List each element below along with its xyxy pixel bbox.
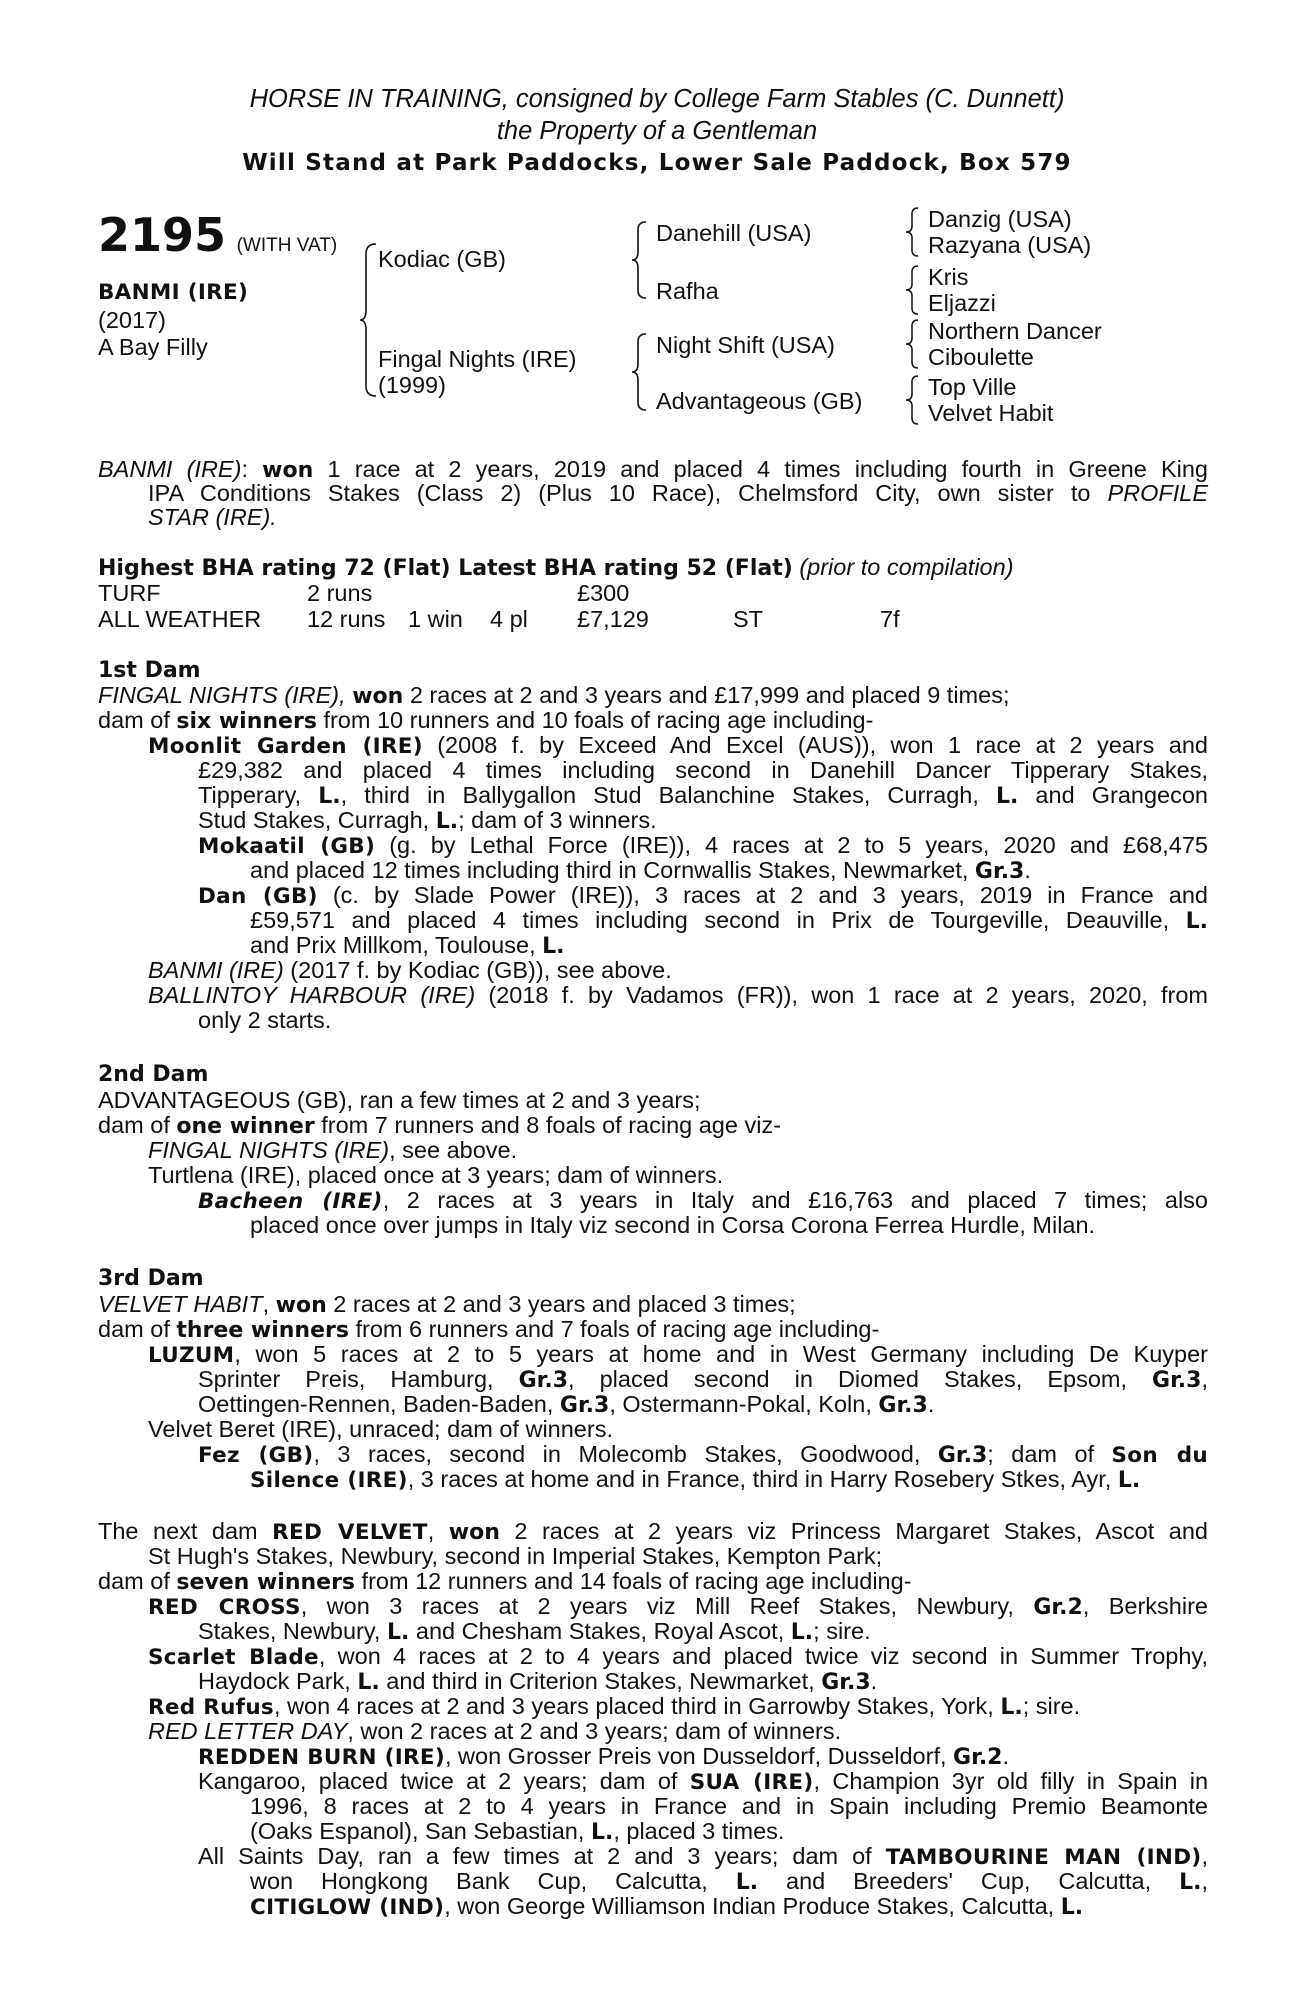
red-letter-day-line [148, 1718, 841, 1744]
header-location: Will Stand at Park Paddocks, Lower Sale Paddock, Box 579 [242, 150, 1072, 176]
luzum-text-2e: , [1201, 1366, 1208, 1392]
pedigree-dd-dam: Velvet Habit [928, 400, 1054, 426]
red-rufus-listed: L. [1000, 1695, 1023, 1720]
summary-horse-name: BANMI (IRE) [98, 456, 242, 482]
all-saints-listed-2: L. [1179, 1870, 1202, 1895]
next-dam-runners: from 12 runners and 14 foals of racing age including- [355, 1568, 912, 1594]
red-cross-text-2a: Stakes, Newbury, [198, 1618, 387, 1644]
all-saints-text-2a: won Hongkong Bank Cup, Calcutta, [250, 1868, 736, 1894]
lot-heading [98, 210, 337, 271]
dan-text-2a: £59,571 and placed 4 times including second in Prix de Tourgeville, Deauville, [250, 907, 1186, 933]
red-cross-text-1: , won 3 races at 2 years viz Mill Reef Stakes, Newbury, [300, 1593, 1034, 1619]
red-cross-name: RED CROSS [148, 1595, 301, 1620]
ballintoy-name: BALLINTOY HARBOUR (IRE) [148, 982, 476, 1008]
header-property: the Property of a Gentleman [496, 117, 818, 145]
redden-burn-line [198, 1743, 1009, 1771]
third-dam-heading: 3rd Dam [98, 1266, 204, 1291]
next-dam-winners: seven winners [176, 1570, 356, 1595]
rating-values: Highest BHA rating 72 (Flat) Latest BHA rating 52 (Flat) [98, 556, 793, 581]
tambourine-man-name: TAMBOURINE MAN (IND) [885, 1845, 1202, 1870]
bacheen-line-2: placed once over jumps in Italy viz second in Corsa Corona Ferrea Hurdle, Milan. [250, 1212, 1096, 1238]
race-row-turf-runs: 2 runs [307, 580, 373, 606]
summary-sister: PROFILE [1107, 480, 1208, 506]
next-dam-comma: , [427, 1518, 449, 1544]
luzum-text-3e: . [927, 1391, 935, 1417]
ballintoy-line-1 [148, 982, 1208, 1008]
kangaroo-line-1 [198, 1768, 1208, 1796]
all-saints-text-2c: and Breeders' Cup, Calcutta, [758, 1868, 1180, 1894]
moonlit-text-4c: ; dam of 3 winners. [458, 807, 657, 833]
luzum-text-3a: Oettingen-Rennen, Baden-Baden, [198, 1391, 560, 1417]
second-dam-turtlena: Turtlena (IRE), placed once at 3 years; dam of winners. [148, 1162, 724, 1188]
fez-text-1c: ; dam of [987, 1441, 1112, 1467]
son-du-silence-name: Son du [1111, 1443, 1208, 1468]
redden-burn-name: REDDEN BURN (IRE) [198, 1745, 445, 1770]
moonlit-listed-3: L. [435, 809, 459, 834]
second-dam-line-2 [98, 1112, 781, 1140]
red-cross-line-1 [148, 1593, 1208, 1621]
second-dam-winners: one winner [176, 1114, 315, 1139]
moonlit-name: Moonlit Garden (IRE) [148, 734, 423, 759]
second-dam-fingal-text: , see above. [389, 1137, 518, 1163]
all-saints-line-3 [250, 1893, 1083, 1921]
red-cross-text-2e: ; sire. [813, 1618, 871, 1644]
mokaatil-line-2 [250, 857, 1031, 885]
bacheen-line-1 [198, 1187, 1208, 1215]
moonlit-listed-1: L. [318, 784, 341, 809]
lot-vat: (WITH VAT) [236, 235, 338, 256]
second-dam-fingal-name: FINGAL NIGHTS (IRE) [148, 1137, 390, 1163]
scarlet-blade-text-1: , won 4 races at 2 to 4 years and placed twice viz second in Summer Trophy, [318, 1643, 1208, 1669]
banmi-line [148, 957, 672, 983]
race-row-aw-surface: ALL WEATHER [98, 606, 262, 632]
moonlit-text-1: (2008 f. by Exceed And Excel (AUS)), won 1 race at 2 years and [422, 732, 1208, 758]
header-consignor: HORSE IN TRAINING, consigned by College Farm Stables (C. Dunnett) [249, 85, 1065, 113]
next-dam-line-3 [98, 1568, 912, 1596]
pedigree-ss-sire: Danzig (USA) [928, 206, 1072, 232]
fez-line-2 [250, 1466, 1140, 1494]
fez-name: Fez (GB) [198, 1443, 314, 1468]
rating-note: (prior to compilation) [799, 554, 1014, 580]
horse-year: (2017) [98, 307, 166, 333]
red-cross-text-2c: and Chesham Stakes, Royal Ascot, [409, 1618, 791, 1644]
pedigree-ds-sire: Northern Dancer [928, 318, 1102, 344]
redden-burn-group: Gr.2 [953, 1745, 1003, 1770]
ballintoy-text: (2018 f. by Vadamos (FR)), won 1 race at 2 years, 2020, from [475, 982, 1208, 1008]
pedigree-brace-ss [906, 206, 920, 258]
luzum-text-1: , won 5 races at 2 to 5 years at home and in West Germany including De Kuyper [234, 1341, 1208, 1367]
moonlit-line-1 [148, 732, 1208, 760]
fez-group: Gr.3 [937, 1443, 988, 1468]
next-dam-line-2: St Hugh's Stakes, Newbury, second in Imperial Stakes, Kempton Park; [148, 1543, 883, 1569]
pedigree-brace-main [360, 240, 380, 400]
kangaroo-text-3a: (Oaks Espanol), San Sebastian, [250, 1818, 591, 1844]
first-dam-text: 2 races at 2 and 3 years and £17,999 and placed 9 times; [403, 682, 1010, 708]
banmi-name: BANMI (IRE) [148, 957, 284, 983]
luzum-text-2c: , placed second in Diomed Stakes, Epsom, [568, 1366, 1153, 1392]
pedigree-sire-dam: Rafha [656, 278, 719, 304]
third-dam-comma: , [262, 1291, 276, 1317]
moonlit-text-4a: Stud Stakes, Curragh, [198, 807, 436, 833]
pedigree-sd-sire: Kris [928, 264, 969, 290]
scarlet-blade-text-2c: and third in Criterion Stakes, Newmarket, [379, 1668, 822, 1694]
kangaroo-text-1c: , Champion 3yr old filly in Spain in [813, 1768, 1209, 1794]
luzum-group-2: Gr.3 [1152, 1368, 1202, 1393]
pedigree-ds-dam: Ciboulette [928, 344, 1034, 370]
first-dam-line-2 [98, 707, 873, 735]
pedigree-dd-sire: Top Ville [928, 374, 1017, 400]
next-dam-intro: The next dam [98, 1518, 273, 1544]
summary-text-1: 1 race at 2 years, 2019 and placed 4 times including fourth in Greene King [313, 456, 1208, 482]
third-dam-won: won [275, 1293, 327, 1318]
mokaatil-name: Mokaatil (GB) [198, 834, 376, 859]
kangaroo-text-3c: , placed 3 times. [613, 1818, 785, 1844]
pedigree-dam-sire: Night Shift (USA) [656, 332, 835, 358]
race-row-aw-going: ST [733, 606, 764, 632]
kangaroo-listed: L. [590, 1820, 614, 1845]
third-dam-text: 2 races at 2 and 3 years and placed 3 times; [326, 1291, 796, 1317]
first-dam-heading: 1st Dam [98, 658, 201, 683]
bacheen-text-1: , 2 races at 3 years in Italy and £16,763 and placed 7 times; also [382, 1187, 1208, 1213]
all-saints-listed-1: L. [735, 1870, 759, 1895]
third-dam-winners: three winners [176, 1318, 349, 1343]
first-dam-runners: from 10 runners and 10 foals of racing age including- [316, 707, 874, 733]
luzum-line-3 [198, 1391, 934, 1419]
scarlet-blade-name: Scarlet Blade [148, 1645, 319, 1670]
fez-text-2b: , 3 races at home and in France, third in Harry Rosebery Stkes, Ayr, [407, 1466, 1118, 1492]
citiglow-name: CITIGLOW (IND) [250, 1895, 445, 1920]
dan-text-1: (c. by Slade Power (IRE)), 3 races at 2 and 3 years, 2019 in France and [317, 882, 1209, 908]
kangaroo-line-2: 1996, 8 races at 2 to 4 years in France and in Spain including Premio Beamonte [250, 1793, 1208, 1819]
all-saints-text-1c: , [1201, 1843, 1208, 1869]
mokaatil-group: Gr.3 [974, 859, 1025, 884]
pedigree-brace-sire [632, 218, 648, 302]
mokaatil-text-2c: . [1024, 857, 1031, 883]
dan-line-1 [198, 882, 1208, 910]
moonlit-text-3c: , third in Ballygallon Stud Balanchine Stakes, Curragh, [340, 782, 996, 808]
moonlit-line-4 [198, 807, 657, 835]
second-dam-fingal [148, 1137, 517, 1163]
red-cross-listed-2: L. [790, 1620, 814, 1645]
velvet-beret-line: Velvet Beret (IRE), unraced; dam of winners. [148, 1416, 613, 1442]
pedigree-brace-sd [906, 264, 920, 316]
banmi-text: (2017 f. by Kodiac (GB)), see above. [283, 957, 672, 983]
redden-burn-text: , won Grosser Preis von Dusseldorf, Dusseldorf, [444, 1743, 954, 1769]
first-dam-damof: dam of [98, 707, 177, 733]
lot-number: 2195 [98, 208, 227, 262]
second-dam-line-1: ADVANTAGEOUS (GB), ran a few times at 2 and 3 years; [98, 1087, 701, 1113]
scarlet-blade-line-1 [148, 1643, 1208, 1671]
red-rufus-name: Red Rufus [148, 1695, 275, 1720]
kangaroo-text-1a: Kangaroo, placed twice at 2 years; dam of [198, 1768, 690, 1794]
red-cross-line-2 [198, 1618, 871, 1646]
luzum-group-4: Gr.3 [878, 1393, 928, 1418]
moonlit-text-3e: and Grangecon [1018, 782, 1208, 808]
luzum-line-2 [198, 1366, 1208, 1394]
pedigree-sd-dam: Eljazzi [928, 290, 996, 316]
all-saints-line-1 [198, 1843, 1208, 1871]
first-dam-won: won [352, 684, 404, 709]
horse-name: BANMI (IRE) [98, 280, 249, 305]
mokaatil-text-2a: and placed 12 times including third in Cornwallis Stakes, Newmarket, [250, 857, 975, 883]
second-dam-runners: from 7 runners and 8 foals of racing age viz- [314, 1112, 782, 1138]
all-saints-listed-3: L. [1060, 1895, 1084, 1920]
scarlet-blade-line-2 [198, 1668, 877, 1696]
fez-text-1: , 3 races, second in Molecomb Stakes, Goodwood, [313, 1441, 938, 1467]
race-row-turf-earnings: £300 [577, 580, 630, 606]
race-row-turf-surface: TURF [98, 580, 161, 606]
all-saints-text-2e: , [1201, 1868, 1208, 1894]
pedigree-sire: Kodiac (GB) [378, 246, 506, 272]
luzum-name: LUZUM [148, 1343, 235, 1368]
all-saints-text-1a: All Saints Day, ran a few times at 2 and 3 years; dam of [198, 1843, 886, 1869]
son-du-silence-name-cont: Silence (IRE) [250, 1468, 408, 1493]
rating-line [98, 554, 1014, 582]
race-row-aw-earnings: £7,129 [577, 606, 649, 632]
luzum-line-1 [148, 1341, 1208, 1369]
red-rufus-line [148, 1693, 1080, 1721]
moonlit-line-2: £29,382 and placed 4 times including second in Danehill Dancer Tipperary Stakes, [198, 757, 1208, 783]
race-row-aw-distance: 7f [880, 606, 900, 632]
sua-name: SUA (IRE) [689, 1770, 814, 1795]
next-dam-name: RED VELVET [272, 1520, 428, 1545]
first-dam-winners: six winners [176, 709, 317, 734]
pedigree-dam-dam: Advantageous (GB) [656, 388, 863, 414]
moonlit-line-3 [198, 782, 1208, 810]
luzum-text-2a: Sprinter Preis, Hamburg, [198, 1366, 519, 1392]
pedigree-dam-year: (1999) [378, 372, 446, 398]
red-cross-text-1c: , Berkshire [1082, 1593, 1208, 1619]
fez-listed: L. [1117, 1468, 1141, 1493]
mokaatil-line-1 [198, 832, 1208, 860]
next-dam-text-1: 2 races at 2 years viz Princess Margaret Stakes, Ascot and [499, 1518, 1208, 1544]
kangaroo-line-3 [250, 1818, 784, 1846]
scarlet-blade-group: Gr.3 [821, 1670, 871, 1695]
second-dam-damof: dam of [98, 1112, 177, 1138]
scarlet-blade-listed: L. [357, 1670, 380, 1695]
pedigree-ss-dam: Razyana (USA) [928, 232, 1092, 258]
next-dam-line-1 [98, 1518, 1208, 1546]
fez-line-1 [198, 1441, 1208, 1469]
third-dam-line-2 [98, 1316, 879, 1344]
scarlet-blade-text-2a: Haydock Park, [198, 1668, 358, 1694]
summary-won: won [262, 458, 314, 483]
horse-description: A Bay Filly [98, 334, 208, 360]
scarlet-blade-text-2e: . [870, 1668, 878, 1694]
third-dam-line-1 [98, 1291, 796, 1319]
third-dam-damof: dam of [98, 1316, 177, 1342]
red-rufus-text-1: , won 4 races at 2 and 3 years placed third in Garrowby Stakes, York, [274, 1693, 1001, 1719]
next-dam-damof: dam of [98, 1568, 177, 1594]
all-saints-text-3b: , won George Williamson Indian Produce Stakes, Calcutta, [444, 1893, 1061, 1919]
dan-listed-1: L. [1185, 909, 1208, 934]
red-letter-day-text: , won 2 races at 2 and 3 years; dam of winners. [347, 1718, 842, 1744]
pedigree-brace-dd [906, 374, 920, 426]
summary-text-2: IPA Conditions Stakes (Class 2) (Plus 10 Race), Chelmsford City, own sister to [148, 480, 1091, 506]
moonlit-text-3a: Tipperary, [198, 782, 319, 808]
all-saints-line-2 [250, 1868, 1208, 1896]
first-dam-name: FINGAL NIGHTS (IRE), [98, 682, 346, 708]
luzum-text-3c: , Ostermann-Pokal, Koln, [609, 1391, 879, 1417]
pedigree-sire-sire: Danehill (USA) [656, 220, 812, 246]
pedigree-dam: Fingal Nights (IRE) [378, 346, 577, 372]
first-dam-line-1 [98, 682, 1009, 710]
summary-line-2 [148, 480, 1208, 506]
dan-listed-2: L. [542, 934, 565, 959]
dan-line-3 [250, 932, 565, 960]
red-cross-listed-1: L. [386, 1620, 410, 1645]
moonlit-listed-2: L. [995, 784, 1019, 809]
red-rufus-text-1c: ; sire. [1022, 1693, 1081, 1719]
bacheen-name: Bacheen (IRE) [198, 1189, 383, 1214]
second-dam-heading: 2nd Dam [98, 1062, 209, 1087]
pedigree-brace-ds [906, 318, 920, 370]
dan-text-3a: and Prix Millkom, Toulouse, [250, 932, 543, 958]
next-dam-won: won [448, 1520, 500, 1545]
red-cross-group: Gr.2 [1033, 1595, 1083, 1620]
race-row-aw-wins: 1 win [408, 606, 463, 632]
red-letter-day-name: RED LETTER DAY [148, 1718, 348, 1744]
mokaatil-text-1: (g. by Lethal Force (IRE)), 4 races at 2 to 5 years, 2020 and £68,475 [375, 832, 1208, 858]
race-row-aw-placed: 4 pl [490, 606, 528, 632]
redden-burn-text-end: . [1002, 1743, 1010, 1769]
third-dam-runners: from 6 runners and 7 foals of racing age including- [348, 1316, 880, 1342]
summary-line-3 [148, 504, 277, 530]
dan-line-2 [250, 907, 1208, 935]
luzum-group-1: Gr.3 [518, 1368, 569, 1393]
third-dam-name: VELVET HABIT [98, 1291, 263, 1317]
race-row-aw-runs: 12 runs [307, 606, 386, 632]
summary-sister-cont: STAR (IRE). [148, 504, 277, 530]
pedigree-brace-dam [632, 330, 648, 414]
summary-line-1: BANMI (IRE): won 1 race at 2 years, 2019 and placed 4 times including fourth in Greene King [98, 456, 1208, 483]
ballintoy-line-2: only 2 starts. [198, 1007, 332, 1033]
luzum-group-3: Gr.3 [559, 1393, 610, 1418]
dan-name: Dan (GB) [198, 884, 318, 909]
